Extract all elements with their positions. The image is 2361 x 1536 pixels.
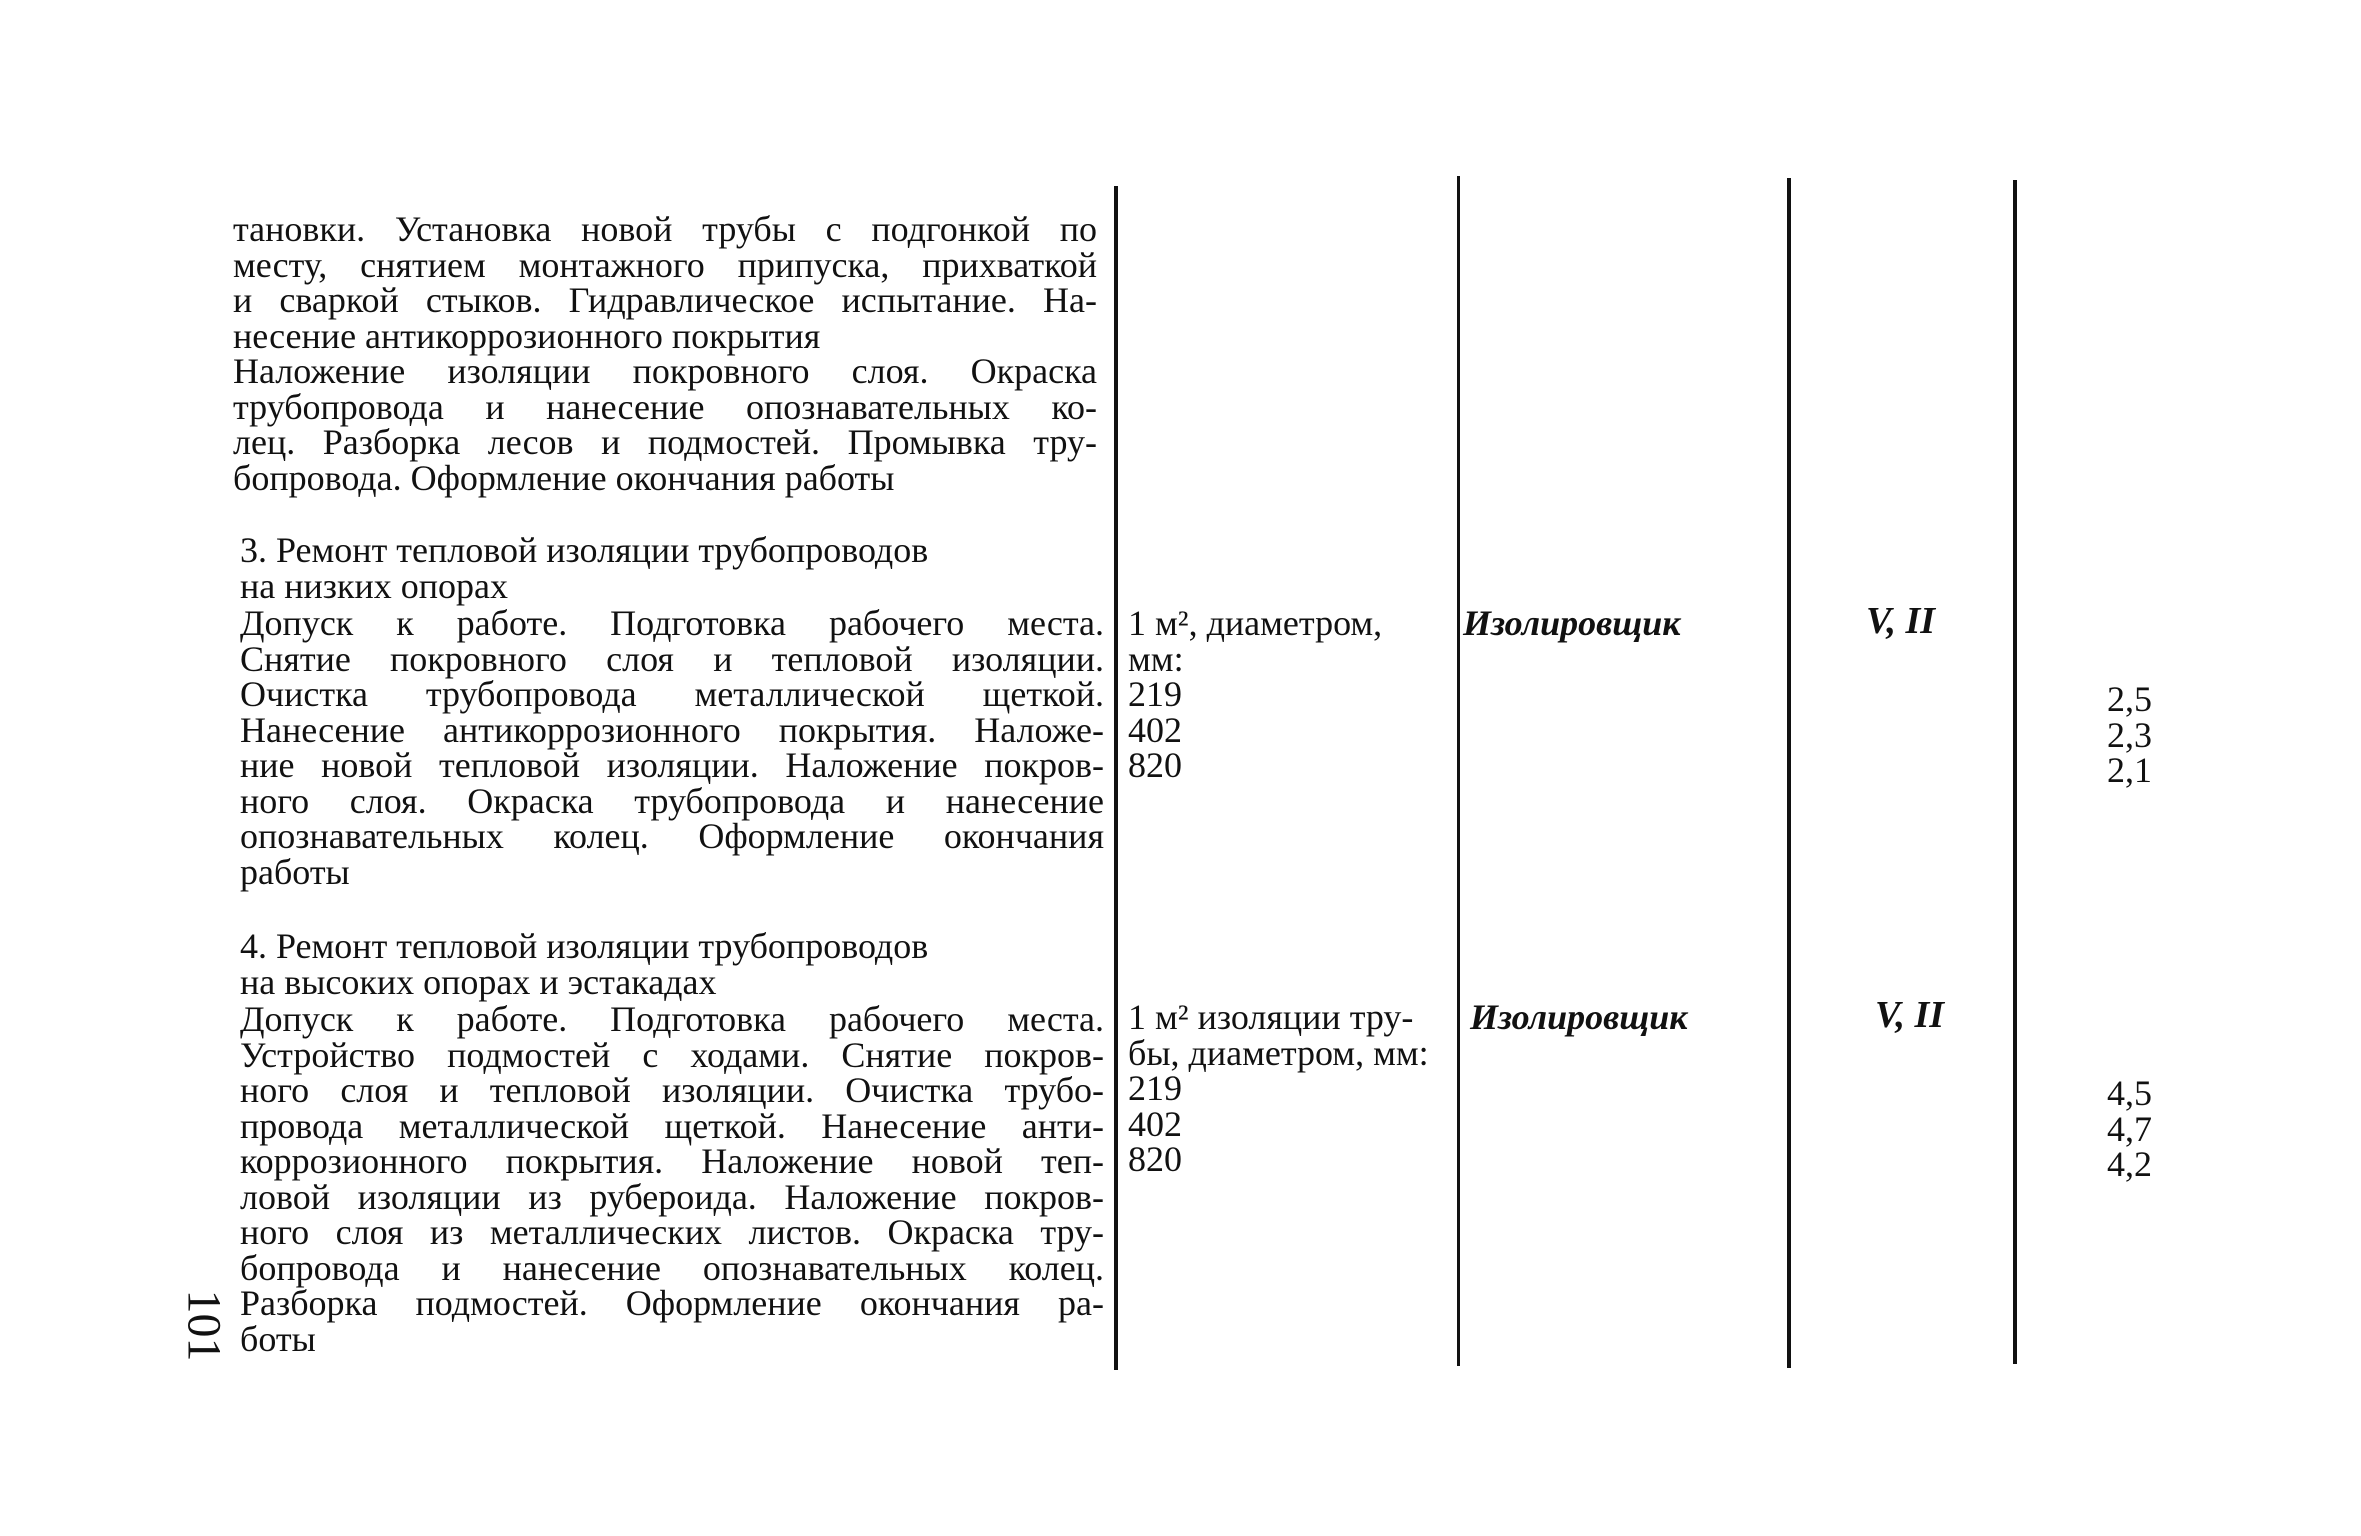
desc-line: несение антикоррозионного покрытия (233, 315, 821, 356)
desc-line: ного слоя из металлических листов. Окраска тру- (240, 1212, 1104, 1252)
unit-line: 820 (1128, 1139, 1182, 1179)
desc-line: тановки. Установка новой трубы с подгонкой по (233, 209, 1097, 249)
desc-line: боты (240, 1318, 316, 1359)
desc-line: Нанесение антикоррозионного покрытия. Наложе- (240, 709, 1104, 750)
desc-line: ловой изоляции из рубероида. Наложение покров- (240, 1176, 1104, 1217)
column-divider-1 (1114, 186, 1118, 1370)
unit-line: 402 (1128, 1103, 1182, 1144)
section-4-unit (1128, 997, 1429, 1179)
section-3-heading (240, 530, 929, 606)
heading-line: на низких опорах (240, 565, 508, 606)
section-4-norms (2012, 1073, 2152, 1184)
desc-line: Разборка подмостей. Оформление окончания ра- (240, 1283, 1104, 1323)
desc-line: коррозионного покрытия. Наложение новой теп- (240, 1141, 1104, 1181)
norm-value: 2,3 (2107, 714, 2152, 755)
norm-value: 4,2 (2107, 1144, 2152, 1184)
desc-line: ного слоя. Окраска трубопровода и нанесение (240, 780, 1104, 821)
norm-value: 2,5 (2107, 679, 2152, 719)
desc-line: работы (240, 851, 350, 892)
desc-line: Допуск к работе. Подготовка рабочего места. (240, 603, 1104, 643)
column-divider-3 (1787, 178, 1791, 1368)
desc-line: ние новой тепловой изоляции. Наложение покров- (240, 745, 1104, 785)
heading-line: на высоких опорах и эстакадах (240, 961, 717, 1002)
norm-value: 4,7 (2107, 1108, 2152, 1149)
unit-line: мм: (1128, 638, 1184, 679)
section-3-profession: Изолировщик (1463, 603, 1681, 643)
heading-line: 3. Ремонт тепловой изоляции трубопроводов (240, 530, 929, 570)
section-4-description (240, 999, 1104, 1359)
section-4-grade: V, II (1875, 994, 1945, 1036)
desc-line: лец. Разборка лесов и подмостей. Промывка тру- (233, 422, 1097, 462)
unit-line: 820 (1128, 745, 1182, 785)
unit-line: 219 (1128, 1068, 1182, 1108)
heading-line: 4. Ремонт тепловой изоляции трубопроводов (240, 926, 929, 966)
norm-value: 2,1 (2107, 750, 2152, 790)
section-3-grade: V, II (1866, 600, 1936, 642)
page-number: 101 (177, 1289, 231, 1362)
desc-line: и сваркой стыков. Гидравлическое испытание. На- (233, 280, 1097, 320)
unit-line: бы, диаметром, мм: (1128, 1032, 1429, 1073)
desc-line: Допуск к работе. Подготовка рабочего места. (240, 999, 1104, 1039)
desc-line: провода металлической щеткой. Нанесение анти- (240, 1105, 1104, 1146)
unit-line: 402 (1128, 709, 1182, 750)
section-3-unit (1128, 603, 1383, 785)
desc-line: месту, снятием монтажного припуска, прихваткой (233, 244, 1097, 285)
unit-line: 1 м², диаметром, (1128, 603, 1383, 643)
desc-line: бопровода. Оформление окончания работы (233, 457, 895, 498)
section-4-heading (240, 926, 929, 1002)
section-3-norms (2012, 679, 2152, 790)
desc-line: Очистка трубопровода металлической щеткой. (240, 674, 1104, 714)
norm-value: 4,5 (2107, 1073, 2152, 1113)
section-3-description (240, 603, 1104, 892)
column-divider-2 (1457, 176, 1460, 1366)
continuation-description (233, 209, 1097, 498)
desc-line: ного слоя и тепловой изоляции. Очистка трубо- (240, 1070, 1104, 1110)
desc-line: Снятие покровного слоя и тепловой изоляции. (240, 638, 1104, 679)
desc-line: трубопровода и нанесение опознавательных ко- (233, 386, 1097, 427)
desc-line: опознавательных колец. Оформление окончания (240, 816, 1104, 856)
desc-line: бопровода и нанесение опознавательных колец. (240, 1247, 1104, 1288)
unit-line: 219 (1128, 674, 1182, 714)
section-4-profession: Изолировщик (1470, 997, 1688, 1037)
desc-line: Устройство подмостей с ходами. Снятие покров- (240, 1034, 1104, 1075)
unit-line: 1 м² изоляции тру- (1128, 997, 1414, 1037)
desc-line: Наложение изоляции покровного слоя. Окраска (233, 351, 1097, 391)
